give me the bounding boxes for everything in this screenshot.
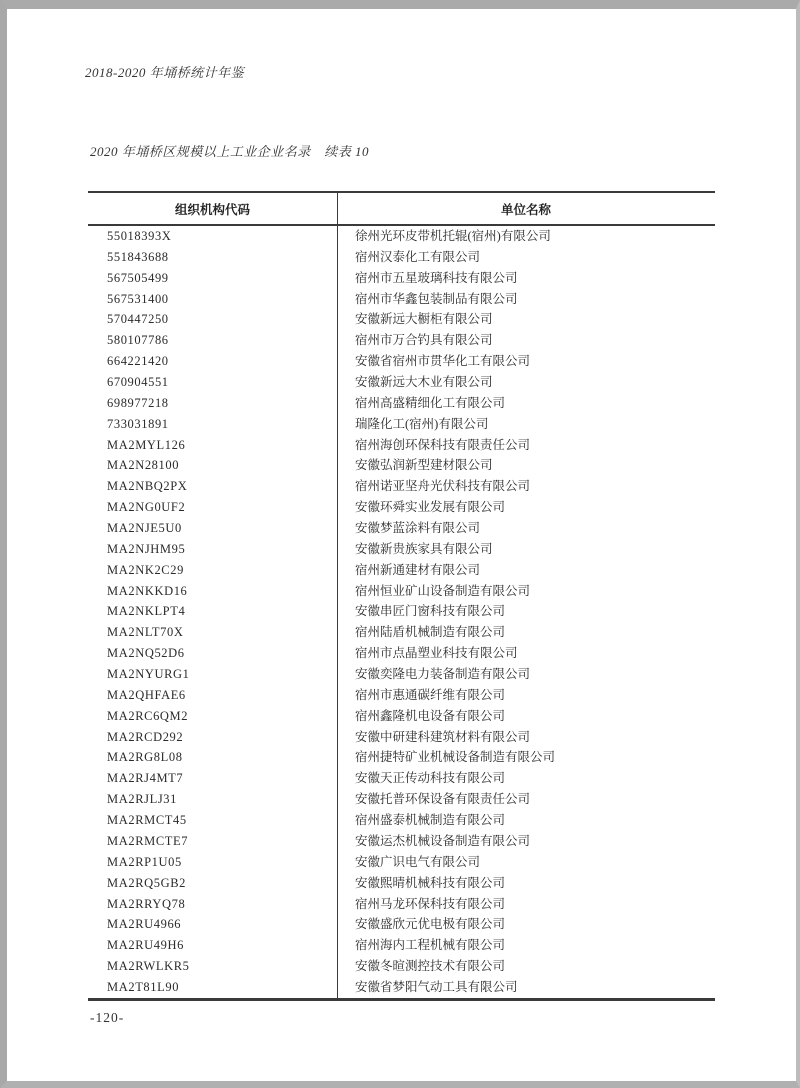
unit-name-cell: 安徽串匠门窗科技有限公司	[355, 604, 506, 619]
org-code-cell: 664221420	[107, 354, 169, 369]
org-code-cell: MA2MYL126	[107, 437, 186, 452]
unit-name-cell: 安徽弘润新型建材限公司	[355, 458, 493, 473]
org-code-cell: 551843688	[107, 249, 169, 264]
table-row	[88, 309, 715, 330]
unit-name-cell: 宿州盛泰机械制造有限公司	[355, 813, 506, 828]
table-row	[88, 727, 715, 748]
unit-name-cell: 安徽盛欣元优电极有限公司	[355, 917, 506, 932]
unit-name-cell: 安徽托普环保设备有限责任公司	[355, 792, 531, 807]
table-row	[88, 330, 715, 351]
table-body	[88, 226, 715, 998]
table-row	[88, 789, 715, 810]
unit-name-cell: 安徽新远大橱柜有限公司	[355, 312, 493, 327]
table-row	[88, 831, 715, 852]
org-code-cell: MA2QHFAE6	[107, 687, 186, 702]
org-code-cell: MA2RMCTE7	[107, 833, 189, 848]
unit-name-cell: 宿州诺亚坚舟光伏科技有限公司	[355, 479, 531, 494]
table-row	[88, 518, 715, 539]
org-code-cell: MA2NYURG1	[107, 667, 190, 682]
org-code-cell: 733031891	[107, 416, 169, 431]
org-code-cell: MA2RC6QM2	[107, 708, 189, 723]
table-row	[88, 935, 715, 956]
table-row	[88, 226, 715, 247]
table-row	[88, 435, 715, 456]
org-code-cell: MA2NKKD16	[107, 583, 188, 598]
page-number: -120-	[90, 1010, 125, 1025]
table-row	[88, 476, 715, 497]
table-row	[88, 768, 715, 789]
org-code-cell: 567505499	[107, 270, 169, 285]
table-row	[88, 268, 715, 289]
org-code-cell: 55018393X	[107, 229, 172, 243]
unit-name-cell: 安徽冬暄测控技术有限公司	[355, 959, 506, 974]
org-code-cell: MA2T81L90	[107, 979, 180, 994]
unit-name-cell: 安徽广识电气有限公司	[355, 854, 481, 869]
column-header-org-code: 组织机构代码	[174, 202, 250, 217]
table-row	[88, 539, 715, 560]
unit-name-cell: 安徽熙晴机械科技有限公司	[355, 875, 506, 890]
enterprise-table	[88, 191, 715, 1001]
unit-name-cell: 安徽天正传动科技有限公司	[355, 771, 506, 786]
org-code-cell: 580107786	[107, 333, 169, 348]
org-code-cell: 567531400	[107, 291, 169, 306]
unit-name-cell: 宿州市五星玻璃科技有限公司	[355, 270, 518, 285]
unit-name-cell: 宿州市万合钓具有限公司	[355, 333, 493, 348]
org-code-cell: MA2RWLKR5	[107, 959, 190, 974]
table-row	[88, 622, 715, 643]
unit-name-cell: 安徽梦蓝涂料有限公司	[355, 521, 481, 536]
org-code-cell: MA2RU49H6	[107, 938, 184, 953]
org-code-cell: MA2N28100	[107, 458, 180, 473]
unit-name-cell: 徐州光环皮带机托辊(宿州)有限公司	[355, 229, 551, 243]
book-header-title: 2018-2020 年埇桥统计年鉴	[85, 65, 245, 80]
table-row	[88, 956, 715, 977]
org-code-cell: MA2NKLPT4	[107, 604, 186, 619]
table-row	[88, 414, 715, 435]
unit-name-cell: 宿州马龙环保科技有限公司	[355, 896, 506, 911]
unit-name-cell: 宿州捷特矿业机械设备制造有限公司	[355, 750, 556, 765]
unit-name-cell: 宿州陆盾机械制造有限公司	[355, 625, 506, 640]
table-row	[88, 581, 715, 602]
org-code-cell: MA2NLT70X	[107, 625, 184, 640]
table-row	[88, 685, 715, 706]
table-row	[88, 747, 715, 768]
table-header-row	[88, 193, 715, 226]
table-row	[88, 894, 715, 915]
table-row	[88, 247, 715, 268]
org-code-cell: MA2NBQ2PX	[107, 479, 188, 494]
unit-name-cell: 宿州新通建材有限公司	[355, 562, 481, 577]
org-code-cell: 570447250	[107, 312, 169, 327]
unit-name-cell: 安徽新远大木业有限公司	[355, 375, 493, 390]
table-row	[88, 706, 715, 727]
table-row	[88, 852, 715, 873]
org-code-cell: MA2NJE5U0	[107, 521, 182, 536]
org-code-cell: MA2NG0UF2	[107, 500, 186, 515]
unit-name-cell: 安徽奕隆电力装备制造有限公司	[355, 667, 531, 682]
org-code-cell: 670904551	[107, 375, 169, 390]
unit-name-cell: 宿州汉泰化工有限公司	[355, 249, 481, 264]
table-row	[88, 873, 715, 894]
table-title: 2020 年埇桥区规模以上工业企业名录 续表 10	[90, 144, 370, 159]
org-code-cell: MA2RP1U05	[107, 854, 182, 869]
unit-name-cell: 宿州市惠通碳纤维有限公司	[355, 687, 506, 702]
table-row	[88, 664, 715, 685]
unit-name-cell: 安徽新贵族家具有限公司	[355, 541, 493, 556]
unit-name-cell: 宿州鑫隆机电设备有限公司	[355, 708, 506, 723]
unit-name-cell: 宿州市华鑫包装制品有限公司	[355, 291, 518, 306]
unit-name-cell: 宿州海内工程机械有限公司	[355, 938, 506, 953]
org-code-cell: MA2RCD292	[107, 729, 184, 744]
org-code-cell: MA2RJLJ31	[107, 792, 177, 807]
org-code-cell: MA2NJHM95	[107, 541, 186, 556]
table-row	[88, 977, 715, 998]
unit-name-cell: 安徽中研建科建筑材料有限公司	[355, 729, 531, 744]
table-row	[88, 914, 715, 935]
unit-name-cell: 安徽环舜实业发展有限公司	[355, 500, 506, 515]
table-row	[88, 643, 715, 664]
table-row	[88, 601, 715, 622]
table-row	[88, 372, 715, 393]
org-code-cell: MA2RG8L08	[107, 750, 183, 765]
org-code-cell: MA2RU4966	[107, 917, 182, 932]
org-code-cell: 698977218	[107, 395, 169, 410]
org-code-cell: MA2RRYQ78	[107, 896, 186, 911]
unit-name-cell: 安徽省梦阳气动工具有限公司	[355, 979, 518, 994]
column-divider	[337, 193, 338, 998]
table-row	[88, 560, 715, 581]
unit-name-cell: 安徽省宿州市贯华化工有限公司	[355, 354, 531, 369]
unit-name-cell: 宿州海创环保科技有限责任公司	[355, 437, 531, 452]
unit-name-cell: 宿州市点晶塑业科技有限公司	[355, 646, 518, 661]
table-row	[88, 289, 715, 310]
table-row	[88, 455, 715, 476]
org-code-cell: MA2NK2C29	[107, 562, 184, 577]
unit-name-cell: 宿州高盛精细化工有限公司	[355, 395, 506, 410]
org-code-cell: MA2RJ4MT7	[107, 771, 184, 786]
table-row	[88, 497, 715, 518]
unit-name-cell: 瑞隆化工(宿州)有限公司	[355, 416, 489, 431]
table-row	[88, 393, 715, 414]
table-row	[88, 810, 715, 831]
org-code-cell: MA2RMCT45	[107, 813, 187, 828]
org-code-cell: MA2RQ5GB2	[107, 875, 187, 890]
unit-name-cell: 安徽运杰机械设备制造有限公司	[355, 833, 531, 848]
column-header-unit-name: 单位名称	[500, 202, 551, 217]
org-code-cell: MA2NQ52D6	[107, 646, 185, 661]
table-row	[88, 351, 715, 372]
unit-name-cell: 宿州恒业矿山设备制造有限公司	[355, 583, 531, 598]
